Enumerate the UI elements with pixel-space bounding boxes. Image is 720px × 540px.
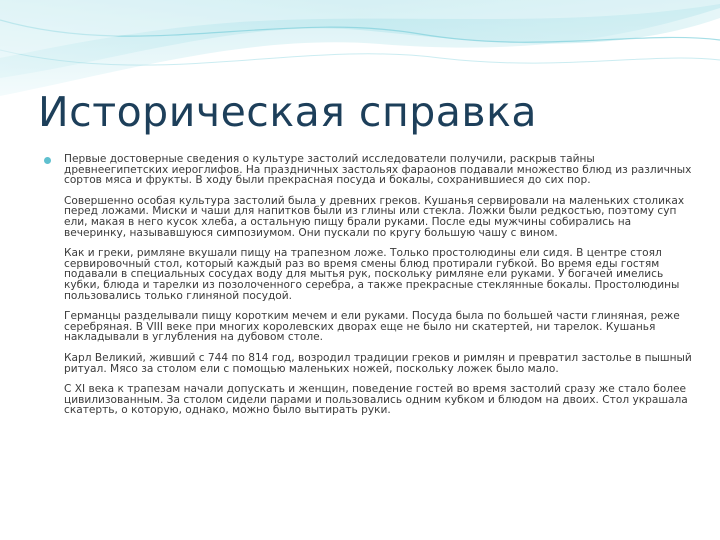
paragraph-egypt: Первые достоверные сведения о культуре застолий исследователи получили, раскрыв тайны древнеегипетских иероглифов. На праздничных застольях фараонов подавали множество блюд из различных сортов мяса и фрукты. В ходу были прекрасная посуда и бокалы, сохранившиеся до сих пор.: [64, 153, 692, 187]
paragraph-xi-century: С XI века к трапезам начали допускать и женщин, поведение гостей во время застолий сразу же стало более цивилизованным. За столом сидели парами и пользовались одним кубком и блюдом на двоих. Стол украшала скатерть, о которую, однако, можно было вытирать руки.: [64, 383, 688, 417]
paragraph-rome: Как и греки, римляне вкушали пищу на трапезном ложе. Только простолюдины ели сидя. В центре стоял сервировочный стол, который каждый раз во время смены блюд протирали губкой. Во время еды гостям подавали в специальных сосудах воду для мытья рук, поскольку римляне ели руками. У богачей имелись кубки, блюда и тарелки из позолоченного серебра, а также прекрасные стеклянные бокалы. Простолюдины пользовались только глиняной посудой.: [64, 247, 680, 302]
bullet-list: [44, 154, 694, 426]
bullet-content: [64, 154, 694, 416]
bullet-icon: [44, 157, 51, 164]
paragraph-germans: Германцы разделывали пищу коротким мечем и ели руками. Посуда была по большей части глиняная, реже серебряная. В VIII веке при многих королевских дворах еще не было ни скатертей, ни тарелок. Кушанья накладывали в углубления на дубовом столе.: [64, 310, 680, 344]
slide-title: Историческая справка: [38, 88, 537, 136]
paragraph-greece: Совершенно особая культура застолий была у древних греков. Кушанья сервировали на маленьких столиках перед ложами. Миски и чаши для напитков были из глины или стекла. Ложки были редкостью, поэтому суп ели, макая в него кусок хлеба, а остальную пищу брали руками. После еды мужчины собирались на вечеринку, называвшуюся симпозиумом. Они пускали по кругу большую чашу с вином.: [64, 194, 685, 239]
paragraph-charlemagne: Карл Великий, живший с 744 по 814 год, возродил традиции греков и римлян и превратил застолье в пышный ритуал. Мясо за столом ели с помощью маленьких ножей, поскольку ложек было мало.: [64, 351, 692, 375]
